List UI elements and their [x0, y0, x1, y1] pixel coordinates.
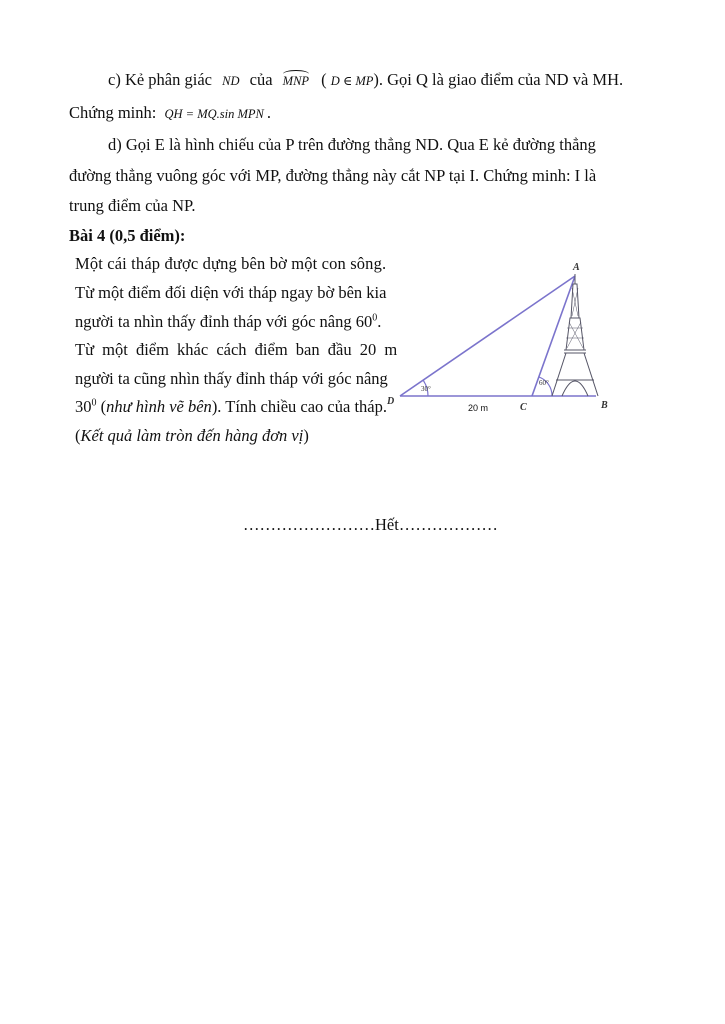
- bai4-line-3-text: người ta nhìn thấy đỉnh tháp với góc nâng 60: [75, 312, 373, 331]
- tower-icon: [552, 274, 598, 396]
- segment-nd: ND: [222, 74, 240, 88]
- bai4-line-2: Từ một điểm đối diện với tháp ngay bờ bên kia: [75, 283, 387, 302]
- label-c: C: [520, 402, 527, 413]
- angle-label-c: 60°: [539, 379, 549, 387]
- part-d-line-1: d) Gọi E là hình chiếu của P trên đường thẳng ND. Qua E kẻ đường thẳng: [108, 135, 596, 154]
- bai4-line-7-italic: Kết quả làm tròn đến hàng đơn vị: [80, 426, 304, 445]
- bai4-line-6-paren: (: [96, 397, 107, 416]
- bai4-line-4: Từ một điểm khác cách điểm ban đầu 20 m: [75, 340, 398, 359]
- angle-label-d: 30°: [421, 385, 431, 393]
- bai4-line-7-open: (: [75, 426, 81, 445]
- part-c-line-2: [69, 103, 271, 123]
- label-a: A: [573, 262, 580, 273]
- part-c-period: .: [266, 103, 271, 122]
- bai4-line-3-end: .: [377, 312, 382, 331]
- label-d: D: [387, 396, 395, 407]
- formula-qh: QH = MQ.sin MPN: [164, 107, 264, 121]
- bai4-line-3: [75, 312, 381, 332]
- part-c-line-1: c) Kẻ phân giác ND của MNP ( D ∈ MP). Gọi Q là giao điểm của ND và MH.: [108, 70, 624, 89]
- angle-30-text: 30: [75, 397, 92, 416]
- degree-sup-60: 0: [372, 312, 378, 324]
- part-c-prefix: c) Kẻ phân giác: [108, 70, 212, 89]
- part-d-line-2: đường thẳng vuông góc với MP, đường thẳng này cắt NP tại I. Chứng minh: I là: [69, 166, 597, 185]
- part-d-line-3: trung điểm của NP.: [69, 196, 196, 215]
- bai4-line-5: người ta cũng nhìn thấy đỉnh tháp với góc nâng: [75, 369, 388, 388]
- part-c-proof-label: Chứng minh:: [69, 103, 157, 122]
- part-c-cua: của: [249, 70, 273, 89]
- sight-line-ca: [532, 276, 575, 396]
- label-b: B: [601, 400, 608, 411]
- bai4-line-6-end: ). Tính chiều cao của tháp.: [211, 397, 387, 416]
- bai4-line-7-close: ): [303, 426, 309, 445]
- sight-line-da: [400, 276, 575, 396]
- degree-sup-30: 0: [91, 397, 97, 409]
- condition-d-in-mp: D ∈ MP: [330, 74, 374, 88]
- angle-mnp: MNP: [282, 74, 310, 88]
- bai4-heading: Bài 4 (0,5 điểm):: [69, 226, 186, 245]
- bai4-line-1: Một cái tháp được dựng bên bờ một con sông.: [75, 254, 387, 273]
- bai4-line-6-italic: như hình vẽ bên: [106, 397, 212, 416]
- distance-label: 20 m: [468, 403, 489, 413]
- part-c-after: ). Gọi Q là giao điểm của ND và MH.: [373, 70, 624, 89]
- bai4-line-7: [75, 426, 309, 446]
- tower-diagram: [386, 258, 616, 423]
- end-marker: ……………………Hết………………: [243, 515, 498, 534]
- bai4-line-6: [75, 397, 387, 417]
